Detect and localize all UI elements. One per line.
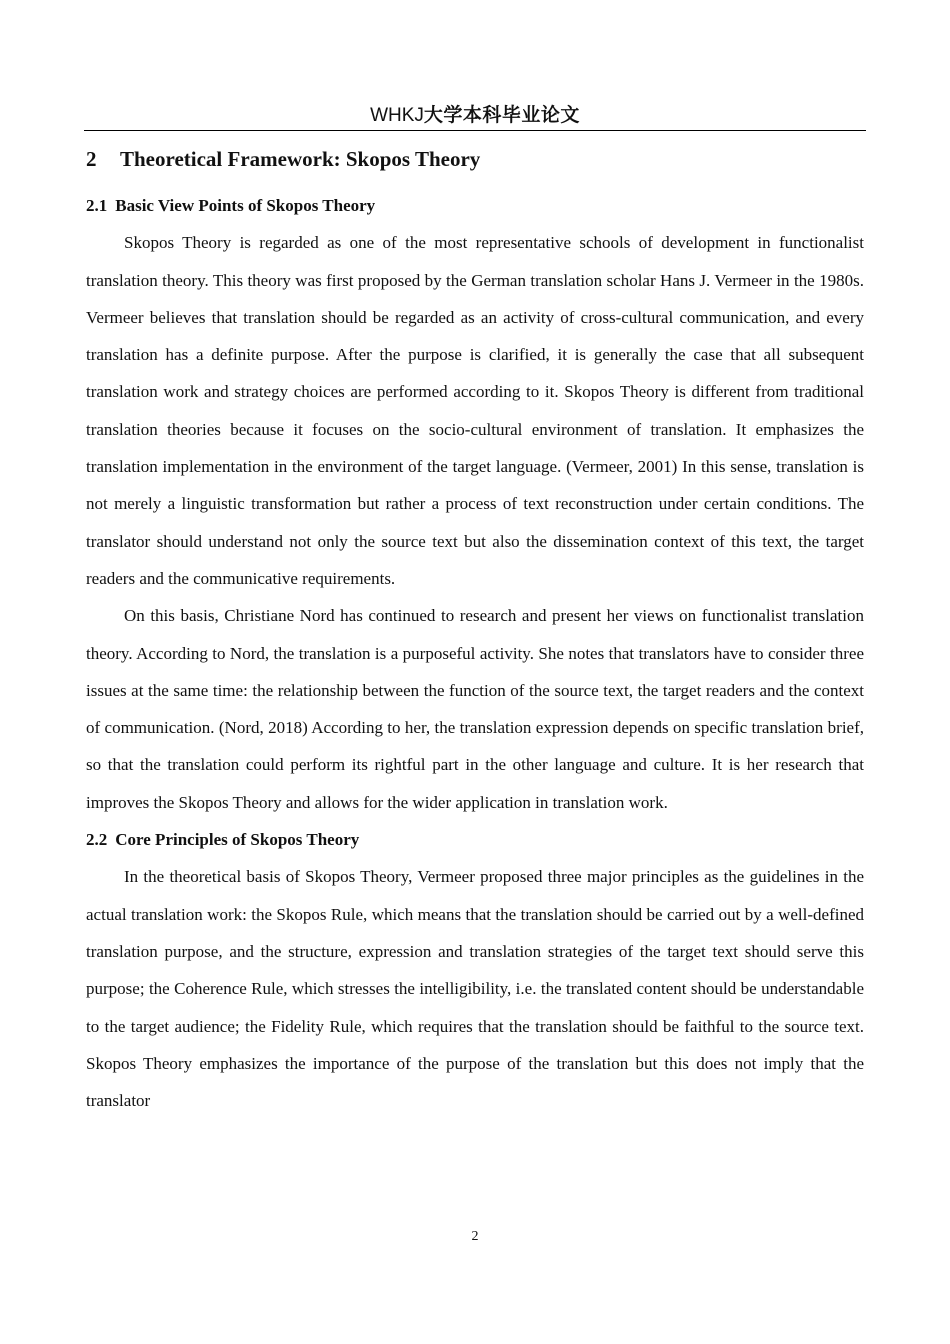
section-heading: [86, 821, 864, 858]
body-paragraph: Skopos Theory is regarded as one of the most representative schools of development in functionalist translation theory. This theory was first proposed by the German translation scholar Hans J. Vermeer in the 1980s. Vermeer believes that translation should be regarded as an activity of cross-cultural communication, and every translation has a definite purpose. After the purpose is clarified, it is generally the case that all subsequent translation work and strategy choices are performed according to it. Skopos Theory is different from traditional translation theories because it focuses on the socio-cultural environment of translation. It emphasizes the translation implementation in the environment of the target language. (Vermeer, 2001) In this sense, translation is not merely a linguistic transformation but rather a process of text reconstruction under certain conditions. The translator should understand not only the source text but also the dissemination context of this text, the target readers and the communicative requirements.: [86, 233, 864, 588]
section-title: Basic View Points of Skopos Theory: [115, 196, 376, 215]
running-header: [84, 100, 866, 127]
chapter-number: 2: [86, 147, 97, 171]
body-paragraph: In the theoretical basis of Skopos Theory, Vermeer proposed three major principles as the guidelines in the actual translation work: the Skopos Rule, which means that the translation should be carried out by a well-defined translation purpose, and the structure, expression and translation strategies of the target text should serve this purpose; the Coherence Rule, which stresses the intelligibility, i.e. the translated content should be understandable to the target audience; the Fidelity Rule, which requires that the translation should be faithful to the source text. Skopos Theory emphasizes the importance of the purpose of the translation but this does not imply that the translator: [86, 867, 864, 1111]
header-prefix: WHKJ: [370, 105, 424, 126]
page-content: [86, 140, 864, 1119]
body-paragraph: On this basis, Christiane Nord has continued to research and present her views on functionalist translation theory. According to Nord, the translation is a purposeful activity. She notes that translators have to consider three issues at the same time: the relationship between the function of the source text, the target readers and the context of communication. (Nord, 2018) According to her, the translation expression depends on specific translation brief, so that the translation could perform its rightful part in the other language and culture. It is her research that improves the Skopos Theory and allows for the wider application in translation work.: [86, 606, 864, 812]
section-number: 2.1: [86, 196, 108, 215]
section-heading: [86, 187, 864, 224]
section-title: Core Principles of Skopos Theory: [115, 830, 360, 850]
chapter-title: Theoretical Framework: Skopos Theory: [120, 147, 481, 171]
chapter-heading: [86, 144, 864, 174]
header-title: 大学本科毕业论文: [423, 104, 580, 126]
header-rule: [84, 130, 866, 131]
section-number: 2.2: [86, 830, 108, 850]
page-number: 2: [471, 1229, 479, 1244]
